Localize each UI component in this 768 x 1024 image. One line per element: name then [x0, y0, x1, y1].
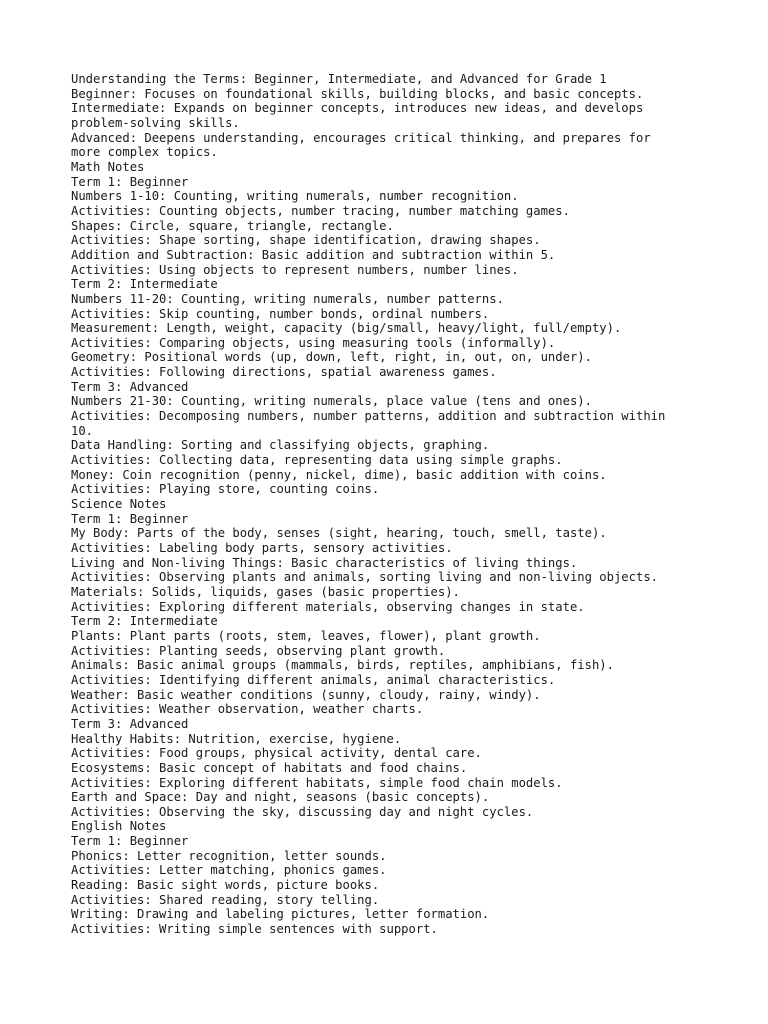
text-line: Numbers 11-20: Counting, writing numerals, number patterns. [71, 291, 504, 306]
text-line: Activities: Weather observation, weather charts. [71, 702, 424, 717]
text-line: Activities: Food groups, physical activity, dental care. [71, 746, 482, 761]
text-line: 10. [71, 423, 94, 438]
text-line: problem-solving skills. [71, 115, 240, 130]
text-line: Phonics: Letter recognition, letter sounds. [71, 848, 387, 863]
text-line: Materials: Solids, liquids, gases (basic properties). [71, 584, 460, 599]
text-line: Activities: Skip counting, number bonds, ordinal numbers. [71, 306, 490, 321]
text-line: Activities: Decomposing numbers, number patterns, addition and subtraction within [71, 409, 666, 424]
text-line: Activities: Collecting data, representing data using simple graphs. [71, 453, 563, 468]
text-line: Reading: Basic sight words, picture books. [71, 878, 380, 893]
text-line: Activities: Writing simple sentences with support. [71, 922, 438, 937]
text-line: Understanding the Terms: Beginner, Intermediate, and Advanced for Grade 1 [71, 72, 607, 86]
text-line: Math Notes [71, 159, 145, 174]
text-line: Activities: Counting objects, number tracing, number matching games. [71, 203, 570, 218]
text-line: Activities: Letter matching, phonics games. [71, 863, 387, 878]
text-line: Numbers 21-30: Counting, writing numerals, place value (tens and ones). [71, 394, 592, 409]
text-line: Term 1: Beginner [71, 511, 189, 526]
text-line: Measurement: Length, weight, capacity (big/small, heavy/light, full/empty). [71, 321, 622, 336]
text-line: Term 2: Intermediate [71, 614, 218, 629]
text-line: Weather: Basic weather conditions (sunny, cloudy, rainy, windy). [71, 687, 541, 702]
text-line: Activities: Identifying different animals, animal characteristics. [71, 672, 556, 687]
text-line: Activities: Planting seeds, observing plant growth. [71, 643, 446, 658]
text-line: Earth and Space: Day and night, seasons (basic concepts). [71, 790, 490, 805]
text-line: Plants: Plant parts (roots, stem, leaves, flower), plant growth. [71, 628, 541, 643]
text-line: Term 1: Beginner [71, 834, 189, 849]
document-page [71, 72, 731, 937]
text-line: Activities: Shape sorting, shape identification, drawing shapes. [71, 233, 541, 248]
text-line: Term 3: Advanced [71, 716, 189, 731]
text-line: Money: Coin recognition (penny, nickel, dime), basic addition with coins. [71, 467, 607, 482]
text-line: Science Notes [71, 497, 167, 512]
text-line: Beginner: Focuses on foundational skills, building blocks, and basic concepts. [71, 86, 644, 101]
text-line: Term 3: Advanced [71, 379, 189, 394]
text-line: Numbers 1-10: Counting, writing numerals, number recognition. [71, 189, 519, 204]
text-line: My Body: Parts of the body, senses (sight, hearing, touch, smell, taste). [71, 526, 607, 541]
text-line: Activities: Using objects to represent numbers, number lines. [71, 262, 519, 277]
text-line: Activities: Observing plants and animals, sorting living and non-living objects. [71, 570, 658, 585]
text-line: Activities: Exploring different materials, observing changes in state. [71, 599, 585, 614]
text-line: English Notes [71, 819, 167, 834]
text-line: Data Handling: Sorting and classifying objects, graphing. [71, 438, 490, 453]
text-line: Healthy Habits: Nutrition, exercise, hygiene. [71, 731, 402, 746]
text-line: Activities: Shared reading, story telling. [71, 892, 380, 907]
text-line: Living and Non-living Things: Basic characteristics of living things. [71, 555, 578, 570]
text-line: Term 2: Intermediate [71, 277, 218, 292]
text-line: Intermediate: Expands on beginner concepts, introduces new ideas, and develops [71, 101, 644, 116]
text-line: Activities: Playing store, counting coins. [71, 482, 380, 497]
text-line: Ecosystems: Basic concept of habitats and food chains. [71, 760, 468, 775]
text-line: Activities: Observing the sky, discussing day and night cycles. [71, 804, 534, 819]
text-line: Writing: Drawing and labeling pictures, letter formation. [71, 907, 490, 922]
text-line: Addition and Subtraction: Basic addition and subtraction within 5. [71, 247, 556, 262]
text-line: Shapes: Circle, square, triangle, rectangle. [71, 218, 394, 233]
text-line: Geometry: Positional words (up, down, left, right, in, out, on, under). [71, 350, 592, 365]
text-line: Advanced: Deepens understanding, encourages critical thinking, and prepares for [71, 130, 651, 145]
text-line: more complex topics. [71, 145, 218, 160]
text-line: Activities: Labeling body parts, sensory activities. [71, 541, 453, 555]
text-line: Activities: Comparing objects, using measuring tools (informally). [71, 335, 556, 350]
text-line: Activities: Exploring different habitats, simple food chain models. [71, 775, 563, 790]
text-line: Term 1: Beginner [71, 174, 189, 189]
text-line: Animals: Basic animal groups (mammals, birds, reptiles, amphibians, fish). [71, 658, 614, 673]
text-line: Activities: Following directions, spatial awareness games. [71, 365, 497, 380]
